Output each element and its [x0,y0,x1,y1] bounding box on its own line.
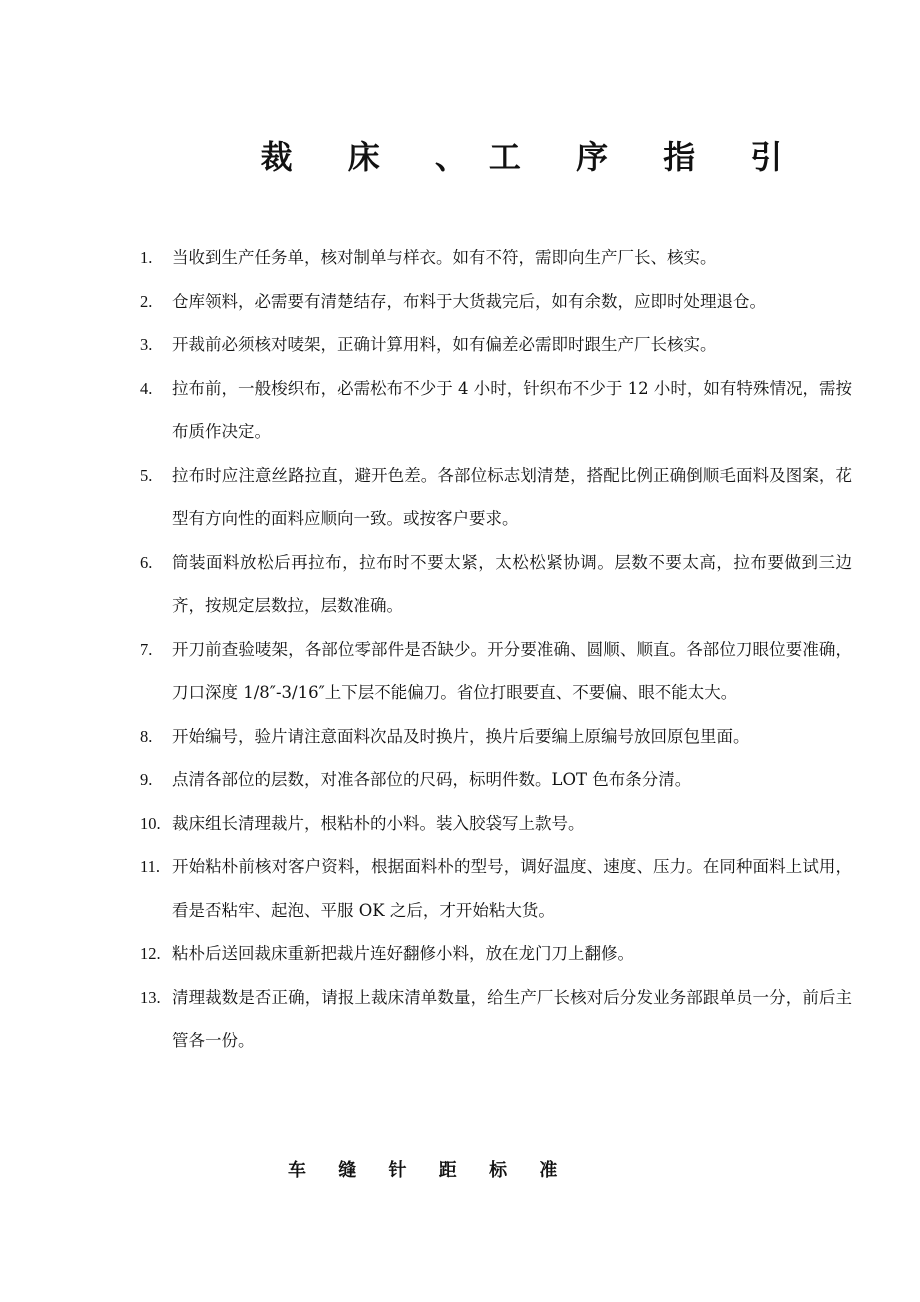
step-number: 13. [140,987,161,1007]
step-number: 10. [140,813,161,833]
step-number: 3. [140,335,153,354]
step-number: 12. [140,944,161,963]
page-title: 裁 床 、工 序 指 引 [260,138,805,177]
list-item [140,236,852,280]
step-text: 拉布前，一般梭织布，必需松布不少于 4 小时，针织布不少于 12 小时，如有特殊情况，需按布质作决定。 [172,378,852,441]
step-text: 清理裁数是否正确，请报上裁床清单数量，给生产厂长核对后分发业务部跟单员一分，前后主管各一份。 [172,987,852,1050]
step-number: 4. [140,378,153,398]
step-text: 点清各部位的层数，对准各部位的尺码，标明件数。LOT 色布条分清。 [172,770,692,789]
step-text: 开始粘朴前核对客户资料，根据面料朴的型号，调好温度、速度、压力。在同种面料上试用，看是否粘牢、起泡、平服 OK 之后，才开始粘大货。 [172,857,852,920]
list-item [140,541,852,628]
list-item [140,932,852,976]
step-number: 5. [140,465,153,485]
step-text: 裁床组长清理裁片，根粘朴的小料。装入胶袋写上款号。 [172,813,585,833]
list-item [140,323,852,367]
list-item [140,367,852,454]
step-number: 9. [140,770,153,789]
step-text: 开刀前查验唛架，各部位零部件是否缺少。开分要准确、圆顺、顺直。各部位刀眼位要准确，刀口深度 1/8″-3/16″上下层不能偏刀。省位打眼要直、不要偏、眼不能太大。 [172,639,852,702]
step-text: 当收到生产任务单，核对制单与样衣。如有不符，需即向生产厂长、核实。 [172,248,717,267]
list-item [140,628,852,715]
list-item [140,280,852,324]
list-item [140,802,852,846]
step-text: 筒装面料放松后再拉布，拉布时不要太紧，太松松紧协调。层数不要太高，拉布要做到三边齐，按规定层数拉，层数准确。 [172,552,852,615]
list-item [140,845,852,932]
procedure-list [140,236,852,1063]
list-item [140,758,852,802]
step-number: 11. [140,857,161,876]
step-text: 拉布时应注意丝路拉直，避开色差。各部位标志划清楚，搭配比例正确倒顺毛面料及图案，花型有方向性的面料应顺向一致。或按客户要求。 [172,465,852,528]
step-number: 7. [140,639,153,659]
step-text: 开裁前必须核对唛架，正确计算用料，如有偏差必需即时跟生产厂长核实。 [172,335,717,354]
step-number: 2. [140,291,153,311]
step-text: 仓库领料，必需要有清楚结存，布料于大货裁完后，如有余数，应即时处理退仓。 [172,291,766,311]
step-number: 1. [140,248,153,267]
step-text: 粘朴后送回裁床重新把裁片连好翻修小料，放在龙门刀上翻修。 [172,944,634,963]
list-item [140,715,852,759]
section-heading: 车 缝 针 距 标 准 [288,1160,571,1181]
step-number: 6. [140,552,153,572]
list-item [140,976,852,1063]
list-item [140,454,852,541]
step-number: 8. [140,726,153,746]
step-text: 开始编号，验片请注意面料次品及时换片，换片后要编上原编号放回原包里面。 [172,726,750,746]
